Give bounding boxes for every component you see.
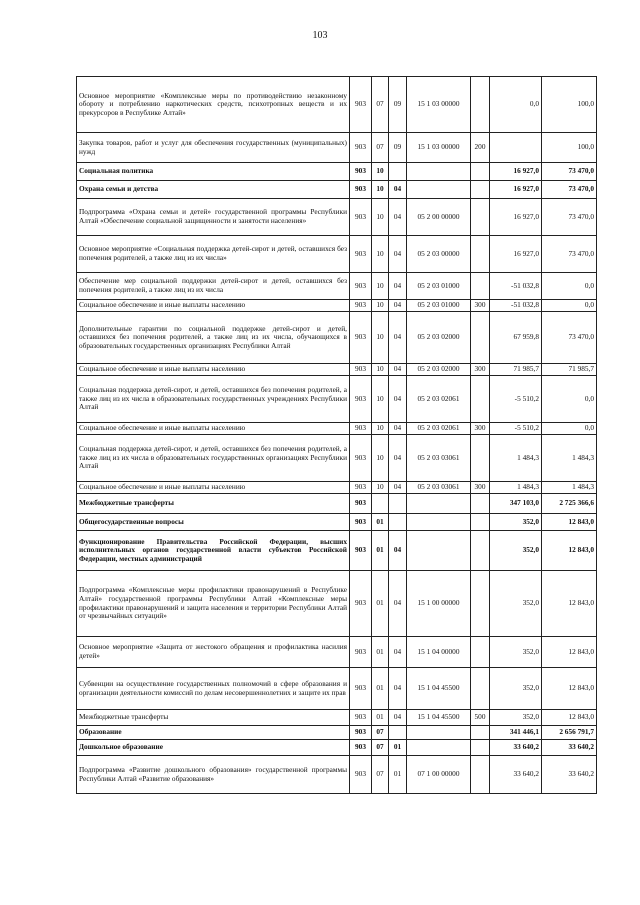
row-name: Социальная поддержка детей-сирот, и детей, оставшихся без попечения родителей, а также лиц из их числа в образовательных государственных учреждениях Республики Алтай (77, 376, 350, 423)
subsection-code: 04 (389, 482, 407, 494)
section-code: 07 (372, 726, 389, 740)
expense-type-code (471, 668, 490, 710)
amount-change: 352,0 (490, 531, 542, 571)
subsection-code: 04 (389, 181, 407, 199)
expense-type-code: 300 (471, 364, 490, 376)
row-name: Обеспечение мер социальной поддержки детей-сирот и детей, оставшихся без попечения родителей, а также лиц из их числа (77, 273, 350, 300)
amount-change: 16 927,0 (490, 236, 542, 273)
ministry-code: 903 (350, 77, 372, 133)
subsection-code: 04 (389, 710, 407, 726)
ministry-code: 903 (350, 312, 372, 364)
table-row (77, 199, 597, 236)
expense-type-code: 500 (471, 710, 490, 726)
amount-change: 341 446,1 (490, 726, 542, 740)
expense-type-code: 200 (471, 133, 490, 163)
expense-type-code (471, 236, 490, 273)
ministry-code: 903 (350, 514, 372, 531)
subsection-code: 04 (389, 435, 407, 482)
amount-total: 12 843,0 (542, 637, 597, 668)
table-row (77, 77, 597, 133)
target-article-code (407, 494, 471, 514)
ministry-code: 903 (350, 376, 372, 423)
amount-total: 100,0 (542, 133, 597, 163)
subsection-code: 04 (389, 300, 407, 312)
subsection-code: 04 (389, 637, 407, 668)
table-row (77, 637, 597, 668)
subsection-code: 04 (389, 236, 407, 273)
table-row (77, 514, 597, 531)
table-row (77, 494, 597, 514)
target-article-code: 05 2 03 02061 (407, 376, 471, 423)
ministry-code: 903 (350, 163, 372, 181)
amount-change: 16 927,0 (490, 181, 542, 199)
amount-total: 73 470,0 (542, 312, 597, 364)
section-code: 10 (372, 364, 389, 376)
ministry-code: 903 (350, 435, 372, 482)
amount-change: 1 484,3 (490, 435, 542, 482)
amount-change: 33 640,2 (490, 740, 542, 756)
target-article-code (407, 163, 471, 181)
section-code: 10 (372, 423, 389, 435)
target-article-code: 05 2 03 00000 (407, 236, 471, 273)
amount-total: 12 843,0 (542, 668, 597, 710)
target-article-code: 15 1 00 00000 (407, 571, 471, 637)
ministry-code: 903 (350, 710, 372, 726)
row-name: Охрана семьи и детства (77, 181, 350, 199)
expense-type-code (471, 435, 490, 482)
amount-change: -51 032,8 (490, 300, 542, 312)
amount-change: 352,0 (490, 514, 542, 531)
table-row (77, 710, 597, 726)
subsection-code: 04 (389, 531, 407, 571)
amount-change: 1 484,3 (490, 482, 542, 494)
section-code: 01 (372, 637, 389, 668)
target-article-code (407, 740, 471, 756)
amount-total: 73 470,0 (542, 199, 597, 236)
section-code: 07 (372, 133, 389, 163)
amount-total: 12 843,0 (542, 514, 597, 531)
budget-table (76, 76, 597, 794)
amount-change: 16 927,0 (490, 199, 542, 236)
amount-change: 71 985,7 (490, 364, 542, 376)
section-code: 01 (372, 571, 389, 637)
amount-total: 73 470,0 (542, 163, 597, 181)
table-row (77, 571, 597, 637)
section-code: 10 (372, 482, 389, 494)
expense-type-code (471, 637, 490, 668)
amount-total: 33 640,2 (542, 756, 597, 794)
target-article-code: 15 1 03 00000 (407, 77, 471, 133)
amount-total: 12 843,0 (542, 710, 597, 726)
subsection-code: 04 (389, 376, 407, 423)
amount-change: 352,0 (490, 637, 542, 668)
section-code: 10 (372, 273, 389, 300)
amount-total: 0,0 (542, 273, 597, 300)
amount-total: 2 656 791,7 (542, 726, 597, 740)
row-name: Дополнительные гарантии по социальной поддержке детей-сирот и детей, оставшихся без попечения родителей, а также лиц из их числа, обучающихся в образовательных государственных организациях Республики Алтай (77, 312, 350, 364)
section-code: 01 (372, 710, 389, 726)
section-code: 01 (372, 531, 389, 571)
section-code: 07 (372, 740, 389, 756)
expense-type-code (471, 571, 490, 637)
expense-type-code: 300 (471, 482, 490, 494)
target-article-code: 15 1 03 00000 (407, 133, 471, 163)
ministry-code: 903 (350, 236, 372, 273)
ministry-code: 903 (350, 668, 372, 710)
ministry-code: 903 (350, 199, 372, 236)
table-row (77, 163, 597, 181)
subsection-code (389, 514, 407, 531)
subsection-code (389, 163, 407, 181)
ministry-code: 903 (350, 300, 372, 312)
table-row (77, 423, 597, 435)
expense-type-code (471, 77, 490, 133)
page-number: 103 (312, 30, 328, 41)
amount-change: -5 510,2 (490, 376, 542, 423)
target-article-code: 15 1 04 00000 (407, 637, 471, 668)
table-row (77, 435, 597, 482)
row-name: Межбюджетные трансферты (77, 710, 350, 726)
amount-total: 100,0 (542, 77, 597, 133)
table-row (77, 312, 597, 364)
ministry-code: 903 (350, 637, 372, 668)
row-name: Закупка товаров, работ и услуг для обеспечения государственных (муниципальных) нужд (77, 133, 350, 163)
ministry-code: 903 (350, 571, 372, 637)
ministry-code: 903 (350, 133, 372, 163)
table-row (77, 756, 597, 794)
ministry-code: 903 (350, 726, 372, 740)
target-article-code: 05 2 03 03061 (407, 435, 471, 482)
table-row (77, 364, 597, 376)
target-article-code: 05 2 03 03061 (407, 482, 471, 494)
expense-type-code (471, 740, 490, 756)
expense-type-code (471, 756, 490, 794)
subsection-code (389, 494, 407, 514)
ministry-code: 903 (350, 364, 372, 376)
subsection-code: 04 (389, 668, 407, 710)
row-name: Социальное обеспечение и иные выплаты населению (77, 482, 350, 494)
ministry-code: 903 (350, 181, 372, 199)
target-article-code (407, 531, 471, 571)
ministry-code: 903 (350, 273, 372, 300)
ministry-code: 903 (350, 756, 372, 794)
target-article-code: 05 2 03 02000 (407, 312, 471, 364)
ministry-code: 903 (350, 531, 372, 571)
amount-total: 1 484,3 (542, 435, 597, 482)
amount-change: 0,0 (490, 77, 542, 133)
expense-type-code (471, 163, 490, 181)
amount-total: 73 470,0 (542, 181, 597, 199)
target-article-code (407, 181, 471, 199)
expense-type-code (471, 312, 490, 364)
ministry-code: 903 (350, 740, 372, 756)
section-code: 07 (372, 77, 389, 133)
section-code (372, 494, 389, 514)
amount-total: 71 985,7 (542, 364, 597, 376)
section-code: 10 (372, 312, 389, 364)
subsection-code: 04 (389, 312, 407, 364)
subsection-code (389, 726, 407, 740)
amount-change: 352,0 (490, 668, 542, 710)
table-row (77, 531, 597, 571)
ministry-code: 903 (350, 494, 372, 514)
expense-type-code (471, 494, 490, 514)
section-code: 01 (372, 668, 389, 710)
expense-type-code: 300 (471, 423, 490, 435)
section-code: 07 (372, 756, 389, 794)
section-code: 10 (372, 236, 389, 273)
row-name: Дошкольное образование (77, 740, 350, 756)
amount-total: 0,0 (542, 376, 597, 423)
subsection-code: 04 (389, 273, 407, 300)
subsection-code: 04 (389, 364, 407, 376)
row-name: Социальная поддержка детей-сирот, и детей, оставшихся без попечения родителей, а также лиц из их числа в образовательных государственных организациях Республики Алтай (77, 435, 350, 482)
expense-type-code (471, 273, 490, 300)
target-article-code: 05 2 00 00000 (407, 199, 471, 236)
amount-total: 2 725 366,6 (542, 494, 597, 514)
amount-total: 12 843,0 (542, 531, 597, 571)
row-name: Субвенции на осуществление государственных полномочий в сфере образования и организации деятельности комиссий по делам несовершеннолетних и защите их прав (77, 668, 350, 710)
table-row (77, 236, 597, 273)
table-row (77, 668, 597, 710)
row-name: Основное мероприятие «Комплексные меры по противодействию незаконному обороту и потреблению наркотических средств, психотропных веществ и их прекурсоров в Республике Алтай» (77, 77, 350, 133)
table-row (77, 273, 597, 300)
amount-change: 67 959,8 (490, 312, 542, 364)
row-name: Образование (77, 726, 350, 740)
amount-change: 33 640,2 (490, 756, 542, 794)
table-row (77, 376, 597, 423)
row-name: Социальное обеспечение и иные выплаты населению (77, 364, 350, 376)
amount-change: 352,0 (490, 710, 542, 726)
row-name: Основное мероприятие «Социальная поддержка детей-сирот и детей, оставшихся без попечения родителей, а также лиц из их числа» (77, 236, 350, 273)
row-name: Межбюджетные трансферты (77, 494, 350, 514)
ministry-code: 903 (350, 482, 372, 494)
amount-change (490, 133, 542, 163)
row-name: Социальное обеспечение и иные выплаты населению (77, 300, 350, 312)
amount-total: 0,0 (542, 423, 597, 435)
table-row (77, 482, 597, 494)
row-name: Подпрограмма «Охрана семьи и детей» государственной программы Республики Алтай «Обеспечение социальной защищенности и занятости населения» (77, 199, 350, 236)
target-article-code: 05 2 03 01000 (407, 273, 471, 300)
subsection-code: 04 (389, 199, 407, 236)
section-code: 10 (372, 300, 389, 312)
subsection-code: 09 (389, 77, 407, 133)
amount-total: 33 640,2 (542, 740, 597, 756)
row-name: Функционирование Правительства Российской Федерации, высших исполнительных органов государственной власти субъектов Российской Федерации, местных администраций (77, 531, 350, 571)
row-name: Социальная политика (77, 163, 350, 181)
table-row (77, 133, 597, 163)
expense-type-code: 300 (471, 300, 490, 312)
subsection-code: 01 (389, 740, 407, 756)
ministry-code: 903 (350, 423, 372, 435)
subsection-code: 09 (389, 133, 407, 163)
amount-change: 347 103,0 (490, 494, 542, 514)
target-article-code: 05 2 03 02000 (407, 364, 471, 376)
expense-type-code (471, 376, 490, 423)
expense-type-code (471, 726, 490, 740)
section-code: 10 (372, 376, 389, 423)
target-article-code (407, 514, 471, 531)
amount-total: 0,0 (542, 300, 597, 312)
table-row (77, 181, 597, 199)
subsection-code: 04 (389, 423, 407, 435)
amount-total: 73 470,0 (542, 236, 597, 273)
amount-change: 16 927,0 (490, 163, 542, 181)
target-article-code: 15 1 04 45500 (407, 668, 471, 710)
amount-change: -5 510,2 (490, 423, 542, 435)
table-body (77, 77, 597, 794)
row-name: Подпрограмма «Комплексные меры профилактики правонарушений в Республике Алтай» государственной программы Республики Алтай «Комплексные меры профилактики правонарушений и защита населения и территории Республики Алтай от чрезвычайных ситуаций» (77, 571, 350, 637)
target-article-code: 07 1 00 00000 (407, 756, 471, 794)
section-code: 01 (372, 514, 389, 531)
expense-type-code (471, 531, 490, 571)
subsection-code: 01 (389, 756, 407, 794)
target-article-code (407, 726, 471, 740)
row-name: Общегосударственные вопросы (77, 514, 350, 531)
expense-type-code (471, 181, 490, 199)
row-name: Основное мероприятие «Защита от жестокого обращения и профилактика насилия детей» (77, 637, 350, 668)
target-article-code: 05 2 03 02061 (407, 423, 471, 435)
row-name: Социальное обеспечение и иные выплаты населению (77, 423, 350, 435)
row-name: Подпрограмма «Развитие дошкольного образования» государственной программы Республики Алтай «Развитие образования» (77, 756, 350, 794)
section-code: 10 (372, 181, 389, 199)
amount-change: -51 032,8 (490, 273, 542, 300)
section-code: 10 (372, 199, 389, 236)
expense-type-code (471, 199, 490, 236)
section-code: 10 (372, 435, 389, 482)
expense-type-code (471, 514, 490, 531)
table-row (77, 726, 597, 740)
subsection-code: 04 (389, 571, 407, 637)
table-row (77, 300, 597, 312)
table-row (77, 740, 597, 756)
amount-total: 12 843,0 (542, 571, 597, 637)
target-article-code: 05 2 03 01000 (407, 300, 471, 312)
amount-change: 352,0 (490, 571, 542, 637)
section-code: 10 (372, 163, 389, 181)
amount-total: 1 484,3 (542, 482, 597, 494)
target-article-code: 15 1 04 45500 (407, 710, 471, 726)
